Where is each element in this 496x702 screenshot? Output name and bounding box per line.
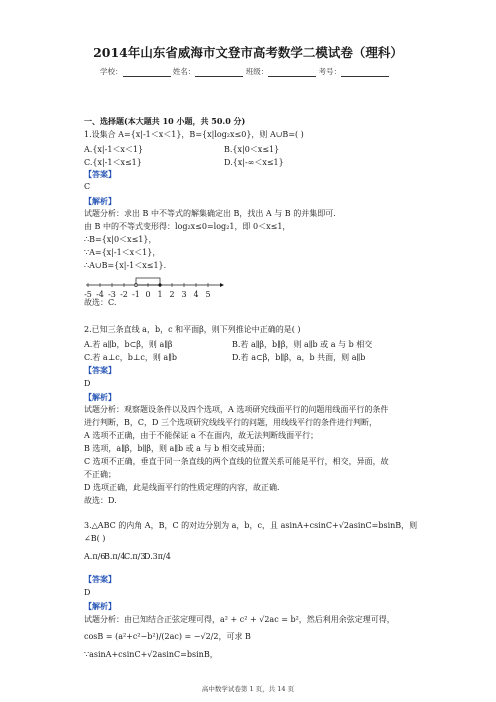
q1-option-c: C.{x|-1＜x≤1}	[84, 158, 142, 167]
tick-label: 3	[181, 290, 187, 299]
class-blank[interactable]	[268, 68, 316, 77]
section-heading: 一、选择题(本大题共 10 小题，共 50.0 分)	[84, 116, 246, 126]
q1-analysis-tag: 【解析】	[84, 196, 116, 206]
tick-label: -3	[108, 290, 116, 299]
tick-label: -4	[96, 290, 104, 299]
q3-option-b: B.π/4	[104, 552, 126, 561]
q1-option-a: A.{x|-1＜x＜1}	[84, 145, 144, 154]
q2-analysis-line: A 选项不正确，由于不能保证 a 不在面内，故无法判断线面平行；	[84, 431, 319, 440]
tick-label: -5	[84, 290, 92, 299]
q2-analysis-line: B 选项，a∥β，b∥β，则 a∥b 或 a 与 b 相交或异面；	[84, 444, 270, 453]
q2-analysis-line: 试题分析：观察题设条件以及四个选项，A 选项研究线面平行的问题用线面平行的条件	[84, 405, 389, 414]
name-label: 姓名：	[172, 67, 196, 76]
q1-analysis-line: ∵A={x|-1＜x＜1}，	[84, 248, 161, 257]
page-footer: 高中数学试卷第 1 页，共 14 页	[201, 685, 295, 693]
school-blank[interactable]	[123, 68, 171, 77]
q3-option-c: C.π/3	[124, 552, 146, 561]
q3-option-a: A.π/6	[84, 552, 106, 561]
q2-option-c: C.若 a⊥c，b⊥c，则 a∥b	[84, 353, 177, 362]
q1-option-d: D.{x|-∞＜x≤1}	[224, 158, 284, 167]
q3-analysis-line: cosB = (a²+c²−b²)/(2ac) = −√2/2，可求 B	[84, 632, 251, 641]
q1-answer: C	[84, 182, 91, 191]
q2-answer: D	[84, 379, 91, 388]
exam-number-blank[interactable]	[341, 68, 389, 77]
q2-option-a: A.若 a∥b，b⊂β，则 a∥β	[84, 340, 173, 349]
q2-answer-tag: 【答案】	[84, 365, 116, 375]
q2-stem: 2.已知三条直线 a，b，c 和平面β，则下列推论中正确的是( )	[84, 325, 301, 334]
q2-conclusion: 故选：D.	[84, 496, 117, 505]
student-info-line	[100, 66, 389, 77]
q3-answer-tag: 【答案】	[84, 574, 116, 584]
tick-label: 4	[193, 290, 199, 299]
tick-label: -2	[120, 290, 128, 299]
class-label: 班级：	[245, 67, 269, 76]
q3-answer: D	[84, 588, 91, 597]
q3-analysis-line: ∵asinA+csinC+√2asinC=bsinB，	[84, 650, 218, 659]
tick-label: -1	[132, 290, 140, 299]
exam-number-label: 考号：	[318, 67, 342, 76]
exam-title: 2014年山东省威海市文登市高考数学二模试卷（理科）	[93, 45, 403, 60]
school-label: 学校：	[100, 67, 123, 76]
q2-analysis-line: C 选项不正确，垂直于同一条直线的两个直线的位置关系可能是平行，相交，异面，故	[84, 457, 389, 466]
q1-stem: 1.设集合 A={x|-1＜x＜1}，B={x|log₂x≤0}，则 A∪B=( )	[84, 130, 304, 139]
q2-option-b: B.若 a∥β，b∥β，则 a∥b 或 a 与 b 相交	[232, 340, 373, 349]
q1-analysis-line: 试题分析：求出 B 中不等式的解集确定出 B，找出 A 与 B 的并集即可.	[84, 209, 336, 218]
q3-stem: 3.△ABC 的内角 A，B，C 的对边分别为 a，b，c，且 asinA+csinC+√2asinC=bsinB，则	[84, 521, 418, 530]
tick-label: 2	[169, 290, 175, 299]
tick-label: 1	[157, 290, 163, 299]
name-blank[interactable]	[195, 68, 243, 77]
q1-analysis-line: ∴B={x|0＜x≤1}，	[84, 235, 157, 244]
number-line-arrow-icon	[220, 283, 224, 287]
q2-analysis-line: 进行判断，B，C，D 三个选项研究线线平行的问题，用线线平行的条件进行判断，	[84, 418, 377, 427]
q1-conclusion: 故选：C.	[84, 298, 117, 307]
q3-analysis-tag: 【解析】	[84, 601, 116, 611]
q2-analysis-line: 不正确；	[84, 470, 116, 479]
q2-analysis-line: D 选项正确，此是线面平行的性质定理的内容，故正确.	[84, 483, 280, 492]
q1-answer-tag: 【答案】	[84, 169, 116, 179]
q3-stem-cont: ∠B( )	[84, 534, 106, 543]
tick-label: 0	[145, 290, 151, 299]
q2-analysis-tag: 【解析】	[84, 392, 116, 402]
tick-label: 5	[205, 290, 211, 299]
q1-analysis-line: 由 B 中的不等式变形得：log₂x≤0=log₂1，即 0＜x≤1，	[84, 222, 291, 231]
q3-analysis-line: 试题分析：由已知结合正弦定理可得，a² + c² + √2ac = b²，然后利用余弦定理可得，	[84, 615, 395, 624]
q2-option-d: D.若 a⊂β，b∥β，a，b 共面，则 a∥b	[232, 353, 366, 362]
q1-option-b: B.{x|0＜x≤1}	[224, 145, 280, 154]
q3-option-d: D.3π/4	[144, 552, 171, 561]
q1-analysis-line: ∴A∪B={x|-1＜x≤1}.	[84, 261, 167, 270]
